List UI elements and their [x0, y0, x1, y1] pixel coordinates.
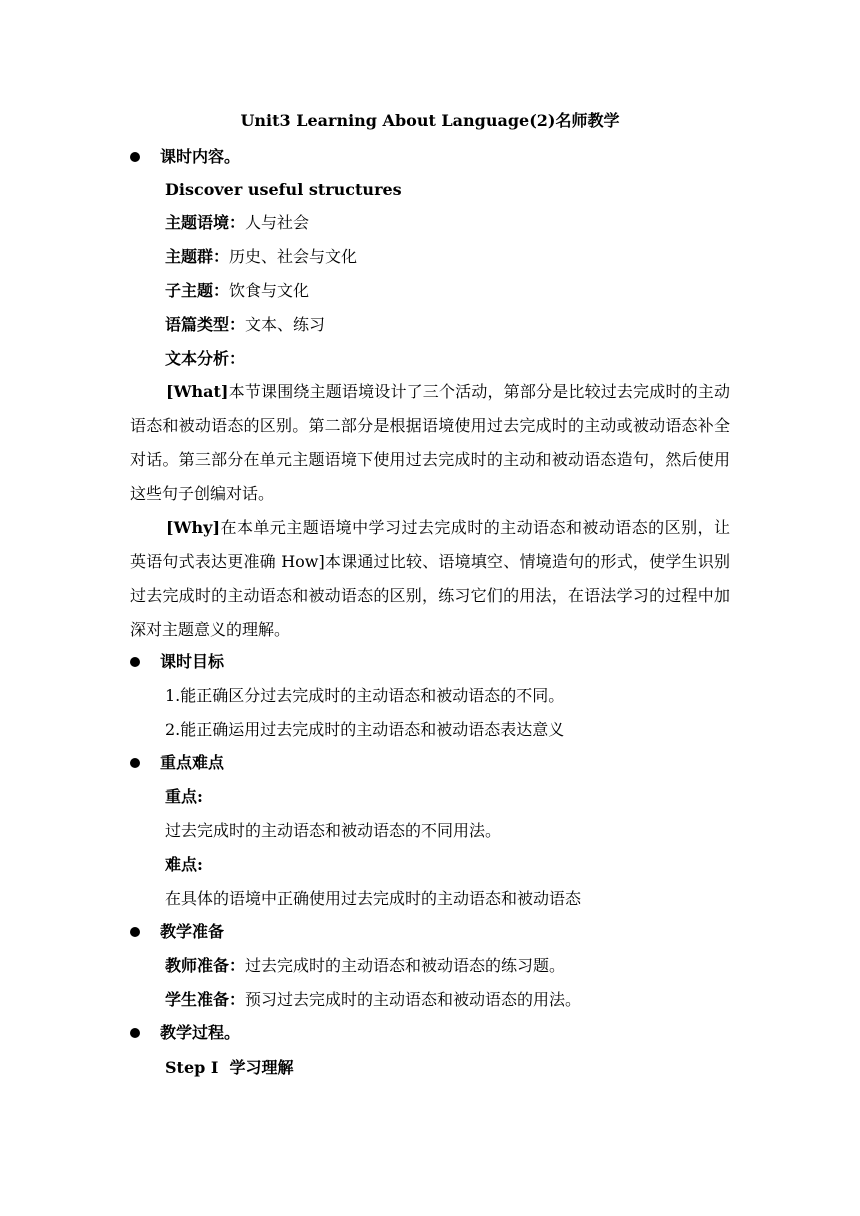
- theme-label: 主题语境：: [165, 213, 246, 232]
- student-prep-label: 学生准备：: [165, 990, 246, 1009]
- goal-item: 1.能正确区分过去完成时的主动语态和被动语态的不同。: [165, 686, 565, 705]
- student-prep-row: [165, 989, 581, 1011]
- text-type-row: [165, 314, 325, 336]
- why-tag: [Why]: [166, 518, 221, 537]
- key-label: 重点:: [165, 787, 203, 806]
- group-value: 历史、社会与文化: [229, 247, 358, 266]
- theme-value: 人与社会: [245, 213, 310, 232]
- theme-row: [165, 212, 309, 234]
- section-heading-keypoints: 重点难点: [160, 753, 225, 772]
- analysis-label: 文本分析：: [165, 349, 246, 368]
- what-tag: [What]: [166, 382, 229, 401]
- section-heading-goals: 课时目标: [160, 652, 225, 671]
- document-title: Unit3 Learning About Language(2)名师教学: [240, 111, 620, 130]
- goal-item: 2.能正确运用过去完成时的主动语态和被动语态表达意义: [165, 720, 565, 739]
- text-type-label: 语篇类型：: [165, 315, 246, 334]
- bullet-dot: [130, 758, 140, 768]
- section-heading-prep: 教学准备: [160, 922, 225, 941]
- subtheme-label: 子主题：: [165, 281, 230, 300]
- teacher-prep-row: [165, 955, 565, 977]
- step-heading: Step I 学习理解: [165, 1058, 294, 1077]
- teacher-prep-label: 教师准备：: [165, 956, 246, 975]
- what-text: 本节课围绕主题语境设计了三个活动，第部分是比较过去完成时的主动语态和被动语态的区别。第二部分是根据语境使用过去完成时的主动或被动语态补全对话。第三部分在单元主题语境下使用过去完成时的主动和被动语态造句，然后使用这些句子创编对话。: [130, 382, 730, 503]
- bullet-dot: [130, 1028, 140, 1038]
- difficulty-text: 在具体的语境中正确使用过去完成时的主动语态和被动语态: [165, 889, 582, 908]
- student-prep-text: 预习过去完成时的主动语态和被动语态的用法。: [245, 990, 582, 1009]
- subtheme-row: [165, 280, 309, 302]
- why-text: 在本单元主题语境中学习过去完成时的主动语态和被动语态的区别，让英语句式表达更准确 How]本课通过比较、语境填空、情境造句的形式，使学生识别过去完成时的主动语态和被动语态的区别，练习它们的用法，在语法学习的过程中加深对主题意义的理解。: [130, 518, 730, 639]
- bullet-dot: [130, 657, 140, 667]
- group-label: 主题群：: [165, 247, 230, 266]
- section-heading-content: 课时内容。: [160, 147, 241, 166]
- bullet-dot: [130, 927, 140, 937]
- subtitle: Discover useful structures: [165, 180, 402, 199]
- bullet-dot: [130, 152, 140, 162]
- difficulty-label: 难点:: [165, 855, 203, 874]
- why-paragraph: [130, 511, 730, 647]
- what-paragraph: [130, 375, 730, 511]
- subtheme-value: 饮食与文化: [229, 281, 310, 300]
- text-type-value: 文本、练习: [245, 315, 326, 334]
- group-row: [165, 246, 357, 268]
- section-heading-process: 教学过程。: [160, 1023, 241, 1042]
- key-text: 过去完成时的主动语态和被动语态的不同用法。: [165, 821, 502, 840]
- teacher-prep-text: 过去完成时的主动语态和被动语态的练习题。: [245, 956, 566, 975]
